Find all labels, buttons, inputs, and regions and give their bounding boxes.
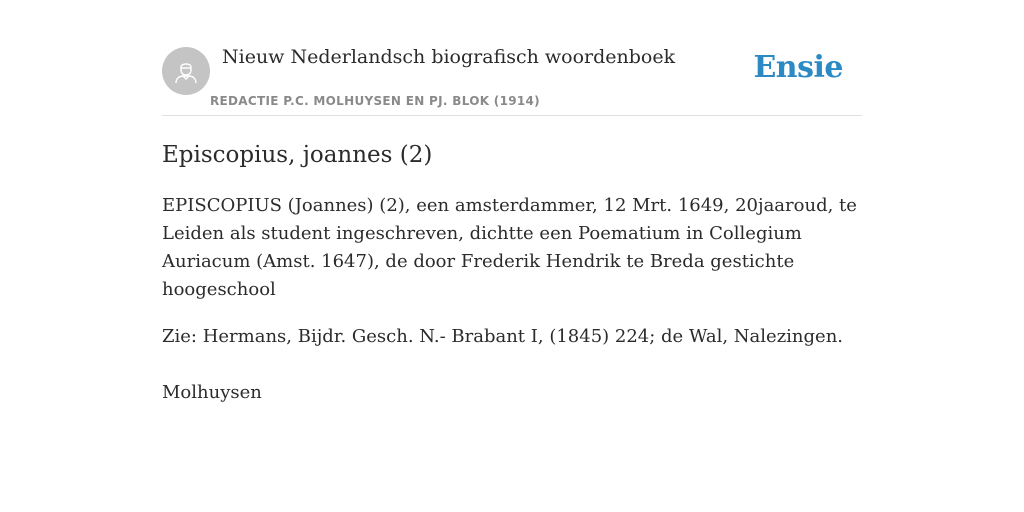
entry-paragraph: EPISCOPIUS (Joannes) (2), een amsterdammer, 12 Mrt. 1649, 20jaaroud, te Leiden als student ingeschreven, dichtte een Poematium in Collegium Auriacum (Amst. 1647), de door Frederik Hendrik te Breda gestichte hoogeschool xyxy=(162,195,857,300)
page xyxy=(162,0,862,407)
author-avatar[interactable] xyxy=(162,47,210,95)
person-icon xyxy=(173,58,199,84)
ensie-logo[interactable]: Ensie xyxy=(753,50,843,85)
entry-author: Molhuysen xyxy=(162,382,262,403)
book-title[interactable]: Nieuw Nederlandsch biografisch woordenboek xyxy=(222,46,676,68)
editors-line: REDACTIE P.C. MOLHUYSEN EN PJ. BLOK (1914) xyxy=(210,94,540,108)
entry-reference: Zie: Hermans, Bijdr. Gesch. N.- Brabant I, (1845) 224; de Wal, Nalezingen. xyxy=(162,326,844,347)
header xyxy=(162,46,862,116)
entry-title: Episcopius, joannes (2) xyxy=(162,142,433,168)
